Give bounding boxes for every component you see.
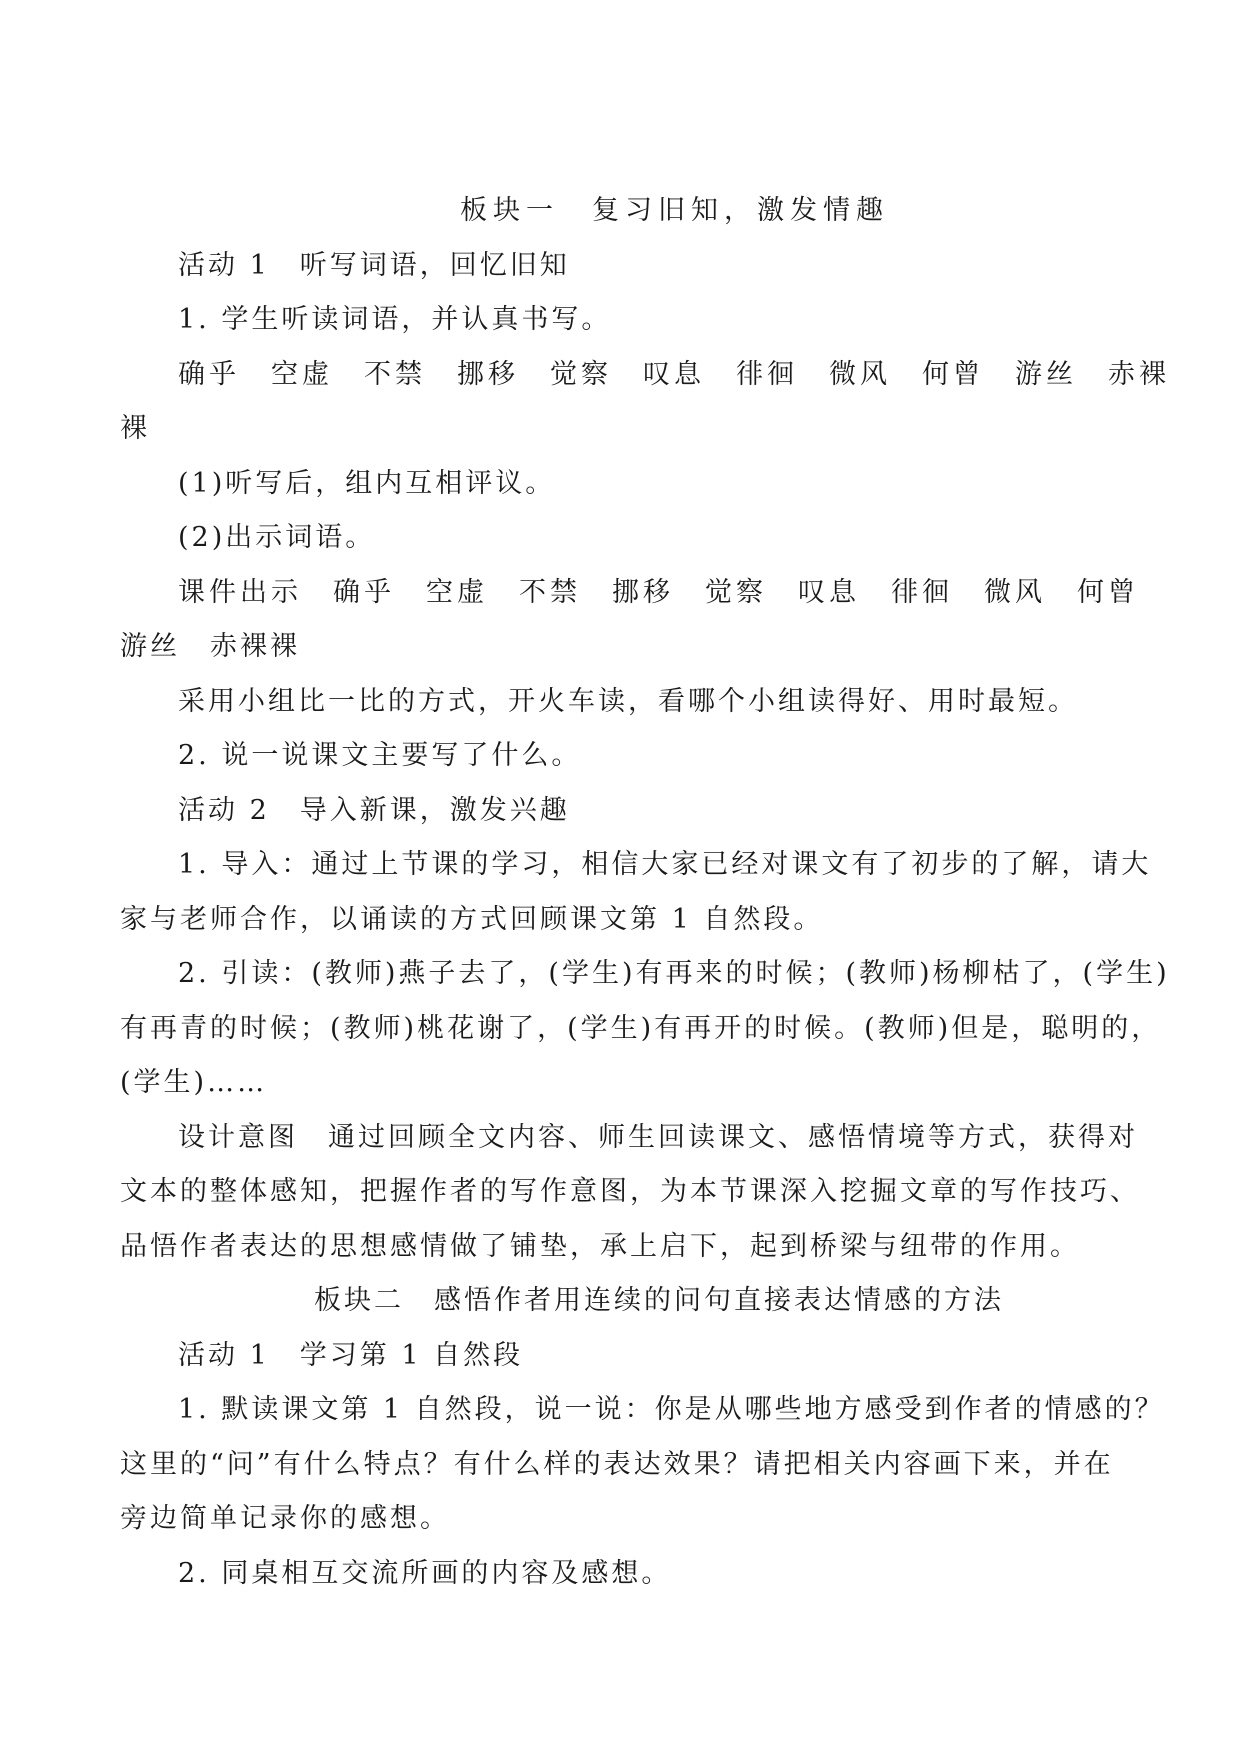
document-page xyxy=(120,184,1170,1601)
section1-title: 板块一 复习旧知，激发情趣 xyxy=(460,195,889,226)
activity2-step2-line3: (学生)…… xyxy=(120,1067,268,1098)
section2-step1-line3: 旁边简单记录你的感想。 xyxy=(120,1503,450,1534)
activity2-title: 活动 2 导入新课，激发兴趣 xyxy=(178,794,570,826)
courseware-line2: 游丝 赤裸裸 xyxy=(120,631,300,662)
activity1-sub2: (2)出示词语。 xyxy=(178,522,376,553)
vocab-words-line1: 确乎 空虚 不禁 挪移 觉察 叹息 徘徊 微风 何曾 游丝 赤裸 xyxy=(178,358,1170,390)
section2-step1-line2: 这里的“问”有什么特点？有什么样的表达效果？请把相关内容画下来，并在 xyxy=(120,1448,1114,1480)
activity1-sub1: (1)听写后，组内互相评议。 xyxy=(178,467,556,499)
section2-title: 板块二 感悟作者用连续的问句直接表达情感的方法 xyxy=(314,1285,1004,1316)
courseware-line1: 课件出示 确乎 空虚 不禁 挪移 觉察 叹息 徘徊 微风 何曾 xyxy=(178,576,1139,608)
section2-step2: 2. 同桌相互交流所画的内容及感想。 xyxy=(178,1557,672,1589)
activity2-step2-line2: 有再青的时候；(教师)桃花谢了，(学生)有再开的时候。(教师)但是，聪明的， xyxy=(120,1012,1162,1044)
vocab-words-line2: 裸 xyxy=(120,413,150,444)
activity1-step2: 2. 说一说课文主要写了什么。 xyxy=(178,740,582,771)
activity2-step1-line2: 家与老师合作，以诵读的方式回顾课文第 1 自然段。 xyxy=(120,903,824,935)
design-intent-line1: 设计意图 通过回顾全文内容、师生回读课文、感悟情境等方式，获得对 xyxy=(178,1121,1138,1153)
activity1-title: 活动 1 听写词语，回忆旧知 xyxy=(178,249,570,281)
section2-activity1-title: 活动 1 学习第 1 自然段 xyxy=(178,1339,524,1371)
activity2-step1-line1: 1. 导入：通过上节课的学习，相信大家已经对课文有了初步的了解，请大 xyxy=(178,849,1152,880)
activity1-step1: 1. 学生听读词语，并认真书写。 xyxy=(178,304,612,335)
design-intent-line3: 品悟作者表达的思想感情做了铺垫，承上启下，起到桥梁与纽带的作用。 xyxy=(120,1230,1080,1262)
design-intent-line2: 文本的整体感知，把握作者的写作意图，为本节课深入挖掘文章的写作技巧、 xyxy=(120,1176,1140,1207)
activity1-method: 采用小组比一比的方式，开火车读，看哪个小组读得好、用时最短。 xyxy=(178,685,1078,717)
section2-step1-line1: 1. 默读课文第 1 自然段，说一说：你是从哪些地方感受到作者的情感的？ xyxy=(178,1394,1165,1425)
activity2-step2-line1: 2. 引读：(教师)燕子去了，(学生)有再来的时候；(教师)杨柳枯了，(学生) xyxy=(178,958,1170,989)
